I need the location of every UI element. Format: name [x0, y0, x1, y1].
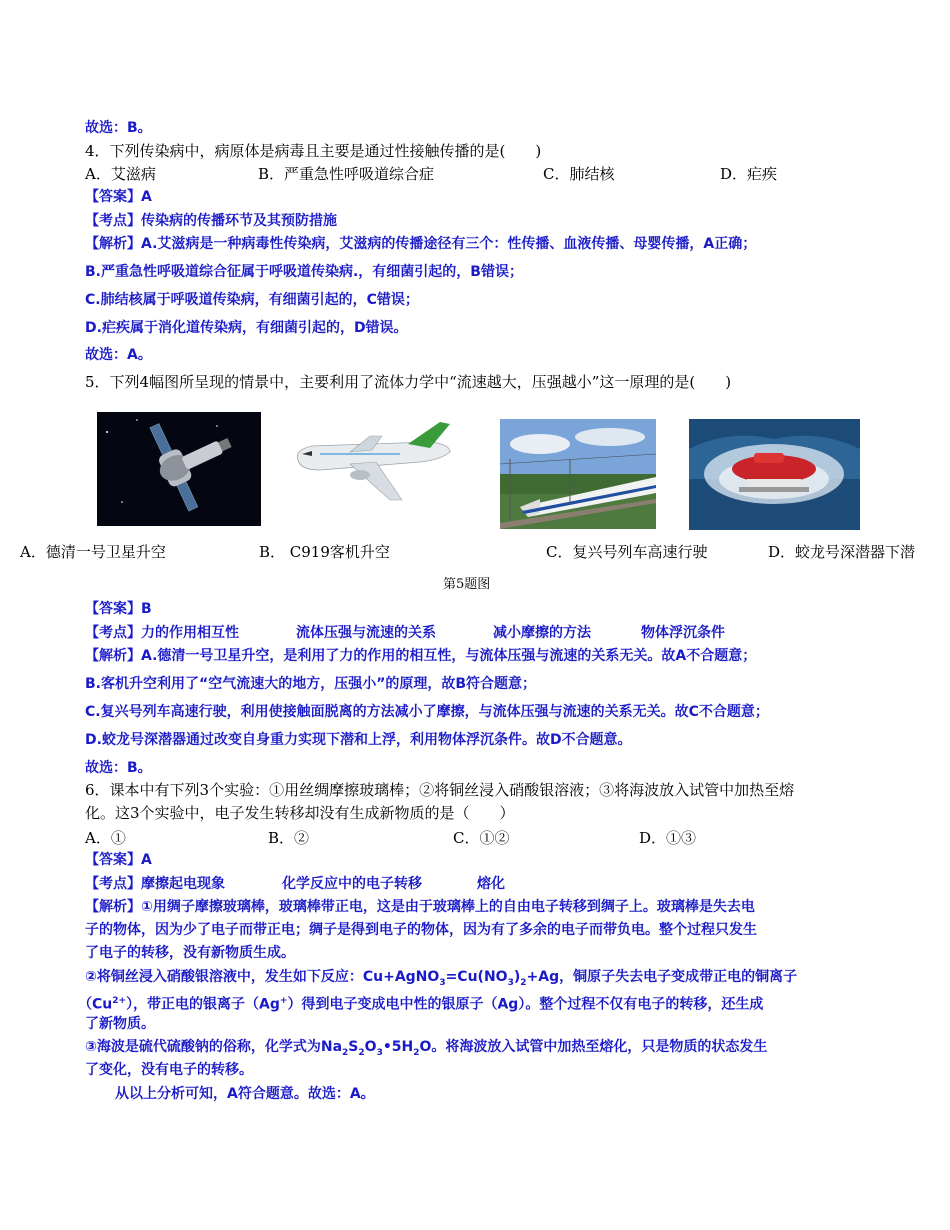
q5-figure-caption: 第5题图	[443, 577, 491, 592]
q4-analysis-2: B.严重急性呼吸道综合征属于呼吸道传染病.，有细菌引起的，B错误；	[85, 264, 523, 280]
q6-answer: 【答案】A	[85, 852, 152, 868]
q5-analysis-3: C.复兴号列车高速行驶，利用使接触面脱离的方法减小了摩擦，与流体压强与流速的关系无关。故C不合题意；	[85, 704, 769, 720]
q5-analysis-4: D.蛟龙号深潜器通过改变自身重力实现下潜和上浮，利用物体浮沉条件。故D不合题意。	[85, 732, 632, 748]
q4-analysis-3: C.肺结核属于呼吸道传染病，有细菌引起的，C错误；	[85, 292, 419, 308]
q5-analysis-2: B.客机升空利用了“空气流速大的地方，压强小”的原理，故B符合题意；	[85, 676, 537, 692]
q6-topic-3: 熔化	[477, 876, 505, 892]
q3-conclusion: 故选：B。	[85, 120, 152, 136]
q5-option-d: D．蛟龙号深潜器下潜	[768, 543, 916, 561]
aircraft-image	[290, 420, 460, 512]
q4-analysis-1: 【解析】A.艾滋病是一种病毒性传染病，艾滋病的传播途径有三个：性传播、血液传播、母婴传播，A正确；	[85, 236, 757, 252]
q4-stem: 4．下列传染病中，病原体是病毒且主要是通过性接触传播的是( )	[85, 142, 542, 160]
q6-analysis-1: 【解析】①用绸子摩擦玻璃棒，玻璃棒带正电，这是由于玻璃棒上的自由电子转移到绸子上。玻璃棒是失去电	[85, 899, 755, 915]
q6-stem-2: 化。这3个实验中，电子发生转移却没有生成新物质的是（ ）	[85, 804, 515, 822]
q6-option-d: D．①③	[639, 829, 697, 847]
q4-option-a: A．艾滋病	[85, 165, 156, 183]
q5-option-c: C．复兴号列车高速行驶	[546, 543, 708, 561]
submersible-image	[689, 419, 860, 530]
q6-analysis-2: 子的物体，因为少了电子而带正电；绸子是得到电子的物体，因为有了多余的电子而带负电。整个过程只发生	[85, 922, 757, 938]
q5-topic-3: 减小摩擦的方法	[493, 625, 591, 641]
q5-option-b: B． C919客机升空	[259, 543, 390, 561]
q5-topic-4: 物体浮沉条件	[641, 625, 725, 641]
q4-option-b: B．严重急性呼吸道综合症	[258, 165, 435, 183]
q6-option-c: C．①②	[453, 829, 510, 847]
q4-option-c: C．肺结核	[543, 165, 615, 183]
q4-answer: 【答案】A	[85, 189, 152, 205]
q4-analysis-4: D.疟疾属于消化道传染病，有细菌引起的，D错误。	[85, 320, 408, 336]
q6-analysis-hypo: ③海波是硫代硫酸钠的俗称，化学式为$Na_2S_2O_3•5H_2O$。将海波放入试管中加热至熔化，只是物质的状态发生	[85, 1039, 768, 1058]
q6-analysis-3: 了电子的转移，没有新物质生成。	[85, 945, 295, 961]
q6-analysis-reaction: ②将铜丝浸入硝酸银溶液中，发生如下反应：$Cu+AgNO_3=Cu(NO_3)_2+Ag$，铜原子失去电子变成带正电的铜离子	[85, 969, 798, 988]
q6-topic-1: 【考点】摩擦起电现象	[85, 876, 225, 892]
q6-analysis-ions: $(Cu^{2+})$，带正电的银离子（Ag+）得到电子变成电中性的银原子（Ag）。整个过程不仅有电子的转移，还生成	[78, 996, 764, 1013]
q6-option-b: B．②	[268, 829, 310, 847]
q5-conclusion: 故选：B。	[85, 760, 152, 776]
q6-option-a: A．①	[85, 829, 126, 847]
satellite-image	[97, 412, 261, 526]
q5-answer: 【答案】B	[85, 601, 152, 617]
q4-conclusion: 故选：A。	[85, 347, 152, 363]
q5-stem: 5．下列4幅图所呈现的情景中，主要利用了流体力学中“流速越大，压强越小”这一原理的是( )	[85, 373, 732, 391]
q6-summary: 从以上分析可知，A符合题意。故选：A。	[115, 1086, 375, 1102]
q4-topic: 【考点】传染病的传播环节及其预防措施	[85, 213, 337, 229]
q6-analysis-new-substance: 了新物质。	[85, 1016, 155, 1032]
q6-analysis-state: 了变化，没有电子的转移。	[85, 1062, 253, 1078]
q6-stem-1: 6．课本中有下列3个实验：①用丝绸摩擦玻璃棒；②将铜丝浸入硝酸银溶液；③将海波放入试管中加热至熔	[85, 781, 795, 799]
q5-option-a: A．德清一号卫星升空	[20, 543, 166, 561]
q5-topic-1: 【考点】力的作用相互性	[85, 625, 239, 641]
q4-option-d: D．疟疾	[720, 165, 778, 183]
q5-topic-2: 流体压强与流速的关系	[296, 625, 436, 641]
q6-topic-2: 化学反应中的电子转移	[282, 876, 422, 892]
q5-analysis-1: 【解析】A.德清一号卫星升空，是利用了力的作用的相互性，与流体压强与流速的关系无关。故A不合题意；	[85, 648, 757, 664]
train-image	[500, 419, 656, 529]
